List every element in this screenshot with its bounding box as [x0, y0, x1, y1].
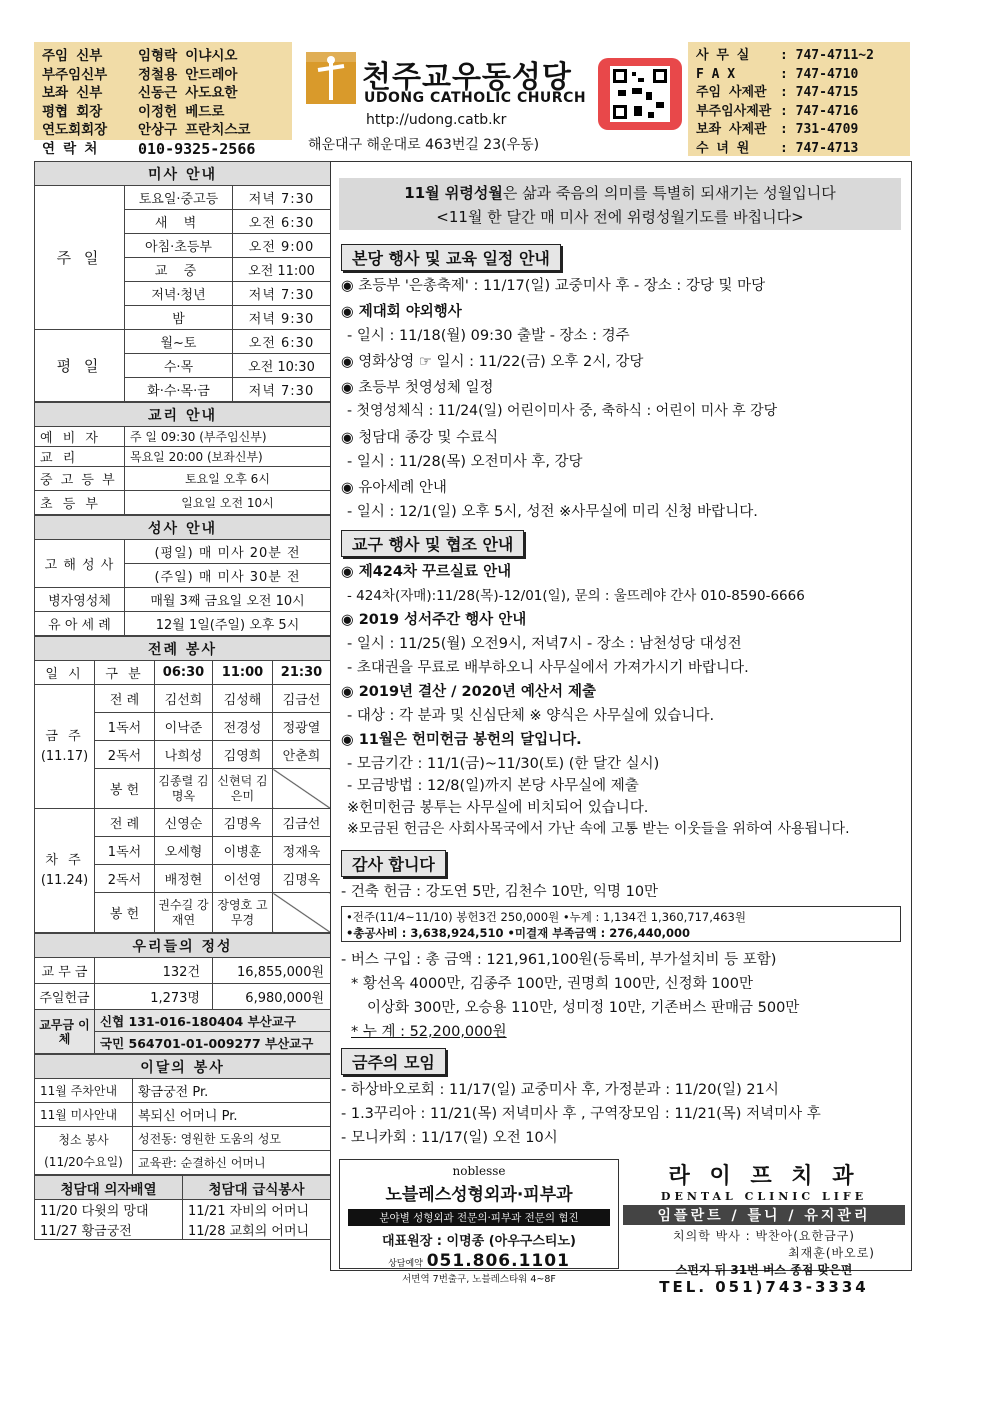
contact-row: 부주임사제관 : 747-4716 — [696, 103, 859, 119]
liturgy-person: 이병훈 — [213, 837, 273, 865]
doctrine-value: 토요일 오후 6시 — [125, 467, 331, 491]
cross-figure-icon — [306, 52, 356, 104]
doctrine-label: 초 등 부 — [35, 491, 125, 515]
liturgy-role: 2독서 — [95, 865, 155, 893]
doctrine-title: 교리 안내 — [35, 403, 331, 427]
liturgy-person: 배정현 — [155, 865, 213, 893]
service-value: 황금궁전 Pr. — [133, 1079, 331, 1103]
banner: 11월 위령성월은 삶과 죽음의 의미를 특별히 되새기는 성월입니다 <11월 한 달간 매 미사 전에 위령성월기도를 바칩니다> — [339, 178, 901, 230]
this-week-label: 금 주 (11.17) — [35, 685, 95, 809]
bank-account: 국민 564701-01-009277 부산교구 — [95, 1032, 331, 1054]
liturgy-person: 권수길 강재연 — [155, 893, 213, 933]
liturgy-person: 신현덕 김은미 — [213, 769, 273, 809]
youth-cell: 11/27 황금궁전 — [35, 1220, 183, 1240]
liturgy-person: 김명옥 — [273, 865, 331, 893]
youth-head: 청담대 의자배열 — [35, 1176, 183, 1200]
empty-cell — [273, 893, 331, 933]
thanks-title: 감사 합니다 — [341, 850, 446, 877]
event-line: ◉ 유아세례 안내 — [341, 480, 447, 496]
ad-noblesse[interactable] — [339, 1159, 619, 1285]
event-line: - 첫영성체식 : 11/24(일) 어린이미사 중, 축하식 : 어린이 미사 후 강당 — [347, 403, 778, 419]
offering-count: 132건 — [95, 958, 213, 984]
contact-row: 수 녀 원 : 747-4713 — [696, 140, 859, 156]
mass-slot: 밤 — [125, 306, 233, 330]
service-value: 복되신 어머니 Pr. — [133, 1103, 331, 1127]
event-line: - 일시 : 11/28(목) 오전미사 후, 강당 — [347, 454, 583, 470]
liturgy-person: 정재욱 — [273, 837, 331, 865]
ad-name-en: DENTAL CLINIC LIFE — [660, 1190, 868, 1203]
offering-table — [34, 933, 331, 1054]
mass-slot: 수·목 — [125, 354, 233, 378]
bus-line: * 황선옥 4000만, 김종주 100만, 권명희 100만, 신정화 100만 — [351, 976, 753, 992]
church-address: 해운대구 해운대로 463번길 23(우동) — [308, 137, 540, 153]
qr-code-icon[interactable] — [598, 58, 682, 130]
liturgy-person: 장영호 고무경 — [213, 893, 273, 933]
sacrament-label: 유 아 세 례 — [35, 612, 125, 636]
liturgy-person: 전경성 — [213, 713, 273, 741]
liturgy-person: 김선희 — [155, 685, 213, 713]
contact-row: 보좌 사제관 : 731-4709 — [696, 122, 859, 137]
event-line: - 모금방법 : 12/8(일)까지 본당 사무실에 제출 — [347, 778, 639, 794]
mass-slot: 화·수·목·금 — [125, 378, 233, 402]
event-line: - 424차(자매):11/28(목)-12/01(일), 문의 : 울뜨레야 간사 010-8590-6666 — [347, 588, 805, 604]
ad-doctor: 치의학 박사 : 박찬아(요한금구) — [673, 1229, 855, 1243]
event-line: ◉ 영화상영 ☞ 일시 : 11/22(금) 오후 2시, 강당 — [341, 354, 644, 370]
ad-name: 노블레스성형외과·피부과 — [385, 1185, 573, 1205]
sacrament-value: 매월 3째 금요일 오전 10시 — [125, 588, 331, 612]
contact-row: 사 무 실 : 747-4711~2 — [696, 48, 874, 63]
event-line: ◉ 제대회 야외행사 — [341, 304, 462, 320]
youth-cell: 11/21 자비의 어머니 — [183, 1200, 331, 1220]
event-line: - 모금기간 : 11/1(금)~11/30(토) (한 달간 실시) — [347, 756, 660, 772]
meeting-line: - 하상바오로회 : 11/17(일) 교중미사 후, 가정분과 : 11/20(일) 21시 — [341, 1082, 779, 1098]
liturgy-person: 김명옥 — [213, 809, 273, 837]
mass-slot: 교 중 — [125, 258, 233, 282]
meeting-line: - 1.3꾸리아 : 11/21(목) 저녁미사 후 , 구역장모임 : 11/21(목) 저녁미사 후 — [341, 1106, 821, 1122]
liturgy-person: 김종렬 김명옥 — [155, 769, 213, 809]
mass-time: 오전 9:00 — [233, 234, 331, 258]
church-url[interactable]: http://udong.catb.kr — [366, 112, 507, 128]
church-name: 천주교우동성당 — [362, 60, 572, 95]
ad-phone: TEL. 051)743-3334 — [659, 1278, 869, 1296]
service-title: 이달의 봉사 — [35, 1055, 331, 1079]
liturgy-person: 나희성 — [155, 741, 213, 769]
mass-slot: 새 벽 — [125, 210, 233, 234]
ad-tagline: 분야별 성형외과 전문의·피부과 전문의 협진 — [348, 1209, 610, 1226]
doctrine-value: 주 일 09:30 (부주임신부) — [125, 427, 331, 447]
sacrament-value: 12월 1일(주일) 오후 5시 — [125, 612, 331, 636]
liturgy-person: 이낙준 — [155, 713, 213, 741]
mass-time: 오전 6:30 — [233, 210, 331, 234]
liturgy-table — [34, 636, 331, 933]
event-line: - 초대권을 무료로 배부하오니 사무실에서 가져가시기 바랍니다. — [347, 660, 749, 676]
church-name-en: UDONG CATHOLIC CHURCH — [364, 90, 587, 106]
doctrine-value: 목요일 20:00 (보좌신부) — [125, 447, 331, 467]
mass-time: 오전 11:00 — [233, 258, 331, 282]
event-line: ※헌미헌금 봉투는 사무실에 비치되어 있습니다. — [347, 800, 649, 816]
sunday-label: 주 일 — [35, 186, 125, 330]
ad-address: 서면역 7번출구, 노블레스타워 4~8F — [402, 1274, 556, 1285]
event-line: ◉ 11월은 헌미헌금 봉헌의 달입니다. — [341, 732, 582, 748]
mass-time: 저녁 7:30 — [233, 378, 331, 402]
bus-line: 이상화 300만, 오승용 110만, 성미정 10만, 기존버스 판매금 500만 — [367, 1000, 800, 1016]
liturgy-role: 봉 헌 — [95, 893, 155, 933]
mass-slot: 저녁·청년 — [125, 282, 233, 306]
liturgy-head: 06:30 — [155, 661, 213, 685]
liturgy-person: 김성해 — [213, 685, 273, 713]
clergy-row: 연 락 처 010-9325-2566 — [34, 140, 292, 159]
liturgy-role: 1독서 — [95, 713, 155, 741]
clergy-box — [34, 42, 292, 156]
confession-time: (주일) 매 미사 30분 전 — [125, 564, 331, 588]
service-table — [34, 1054, 331, 1175]
event-line: - 일시 : 11/25(월) 오전9시, 저녁7시 - 장소 : 남천성당 대성전 — [347, 636, 742, 652]
clergy-row: 부주임신부 정철용 안드레아 — [42, 66, 238, 83]
event-line: ◉ 2019 성서주간 행사 안내 — [341, 612, 527, 628]
liturgy-head: 11:00 — [213, 661, 273, 685]
empty-cell — [273, 769, 331, 809]
offering-amount: 6,980,000원 — [213, 984, 331, 1010]
service-label: 11월 미사안내 — [35, 1103, 133, 1127]
parish-events-title: 본당 행사 및 교육 일정 안내 — [341, 244, 561, 271]
contact-row: F A X : 747-4710 — [696, 66, 859, 82]
diocese-events-title: 교구 행사 및 협조 안내 — [341, 530, 524, 557]
liturgy-person: 김금선 — [273, 809, 331, 837]
liturgy-head: 21:30 — [273, 661, 331, 685]
youth-cell: 11/20 다윗의 망대 — [35, 1200, 183, 1220]
confession-time: (평일) 매 미사 20분 전 — [125, 540, 331, 564]
mass-time: 오전 6:30 — [233, 330, 331, 354]
bank-account: 신협 131-016-180404 부산교구 — [95, 1010, 331, 1032]
cleaning-value: 교육관: 순결하신 어머니 — [133, 1151, 331, 1175]
liturgy-person: 정광열 — [273, 713, 331, 741]
event-line: ◉ 제424차 꾸르실료 안내 — [341, 564, 512, 580]
liturgy-person: 김금선 — [273, 685, 331, 713]
ad-name: 라 이 프 치 과 — [668, 1163, 860, 1189]
next-week-label: 차 주 (11.24) — [35, 809, 95, 933]
liturgy-role: 전 례 — [95, 685, 155, 713]
mass-table — [34, 161, 331, 402]
mass-time: 오전 10:30 — [233, 354, 331, 378]
banner-subline: <11월 한 달간 매 미사 전에 위령성월기도를 바칩니다> — [436, 208, 804, 226]
meetings-title: 금주의 모임 — [341, 1048, 446, 1075]
clergy-row: 연도회회장 안상구 프란치스코 — [42, 122, 251, 138]
contact-row: 주임 사제관 : 747-4715 — [696, 85, 859, 100]
ad-location: 스펀지 뒤 31번 버스 종점 맞은편 — [675, 1263, 853, 1277]
service-label: 11월 주차안내 — [35, 1079, 133, 1103]
event-line: - 일시 : 12/1(일) 오후 5시, 성전 ※사무실에 미리 신청 바랍니다. — [347, 504, 758, 520]
offering-amount: 16,855,000원 — [213, 958, 331, 984]
sacrament-table — [34, 515, 331, 636]
sacrament-title: 성사 안내 — [35, 516, 331, 540]
liturgy-person: 신영순 — [155, 809, 213, 837]
event-line: ◉ 초등부 첫영성체 일정 — [341, 380, 494, 396]
ad-life-dental[interactable] — [623, 1159, 905, 1296]
bus-total: * 누 계 : 52,200,000원 — [351, 1024, 507, 1040]
cleaning-value: 성전동: 영원한 도움의 성모 — [133, 1127, 331, 1151]
liturgy-role: 2독서 — [95, 741, 155, 769]
offering-label: 주일헌금 — [35, 984, 95, 1010]
sacrament-label: 병자영성체 — [35, 588, 125, 612]
doctrine-label: 교 리 — [35, 447, 125, 467]
ad-director: 대표원장 : 이명종 (아우구스티노) — [382, 1234, 576, 1249]
offering-count: 1,273명 — [95, 984, 213, 1010]
event-line: ◉ 청담대 종강 및 수료식 — [341, 430, 499, 446]
doctrine-label: 예 비 자 — [35, 427, 125, 447]
clergy-row: 평협 회장 이정헌 베드로 — [42, 103, 225, 120]
event-line: - 대상 : 각 분과 및 신심단체 ※ 양식은 사무실에 있습니다. — [347, 708, 715, 724]
liturgy-head: 구 분 — [95, 661, 155, 685]
mass-slot: 토요일·중고등 — [125, 186, 233, 210]
ad-services: 임플란트 / 틀니 / 유지관리 — [623, 1205, 905, 1225]
mass-slot: 월~토 — [125, 330, 233, 354]
clergy-row: 보좌 신부 신동근 사도요한 — [42, 85, 238, 101]
building-donation: - 건축 헌금 : 강도연 5만, 김천수 10만, 익명 10만 — [341, 884, 659, 900]
youth-cell: 11/28 교회의 어머니 — [183, 1220, 331, 1240]
bus-line: - 버스 구입 : 총 금액 : 121,961,100원(등록비, 부가설치비 등 포함) — [341, 952, 777, 968]
liturgy-head: 일 시 — [35, 661, 95, 685]
liturgy-role: 봉 헌 — [95, 769, 155, 809]
building-fund-box — [341, 906, 901, 942]
ad-phone-row: 상담예약 051.806.1101 — [388, 1251, 570, 1271]
doctrine-label: 중 고 등 부 — [35, 467, 125, 491]
weekday-label: 평 일 — [35, 330, 125, 402]
cleaning-label: 청소 봉사 (11/20수요일) — [35, 1127, 133, 1175]
confession-label: 고 해 성 사 — [35, 540, 125, 588]
offering-title: 우리들의 정성 — [35, 934, 331, 958]
ad-doctor: 최재훈(바오로) — [788, 1246, 875, 1260]
ad-brand: noblesse — [452, 1164, 506, 1178]
youth-head: 청담대 급식봉사 — [183, 1176, 331, 1200]
fund-line: •총공사비 : 3,638,924,510 •미결재 부족금액 : 276,440,000 — [346, 926, 690, 940]
doctrine-table — [34, 402, 331, 515]
mass-time: 저녁 9:30 — [233, 306, 331, 330]
clergy-row: 주임 신부 임형락 이냐시오 — [42, 48, 238, 64]
liturgy-person: 안춘희 — [273, 741, 331, 769]
mass-title: 미사 안내 — [35, 162, 331, 186]
liturgy-role: 1독서 — [95, 837, 155, 865]
event-line: ※모금된 헌금은 사회사목국에서 가난 속에 고통 받는 이웃들을 위하여 사용됩니다. — [347, 821, 850, 837]
meeting-line: - 모니카회 : 11/17(일) 오전 10시 — [341, 1130, 558, 1146]
liturgy-title: 전례 봉사 — [35, 637, 331, 661]
mass-time: 저녁 7:30 — [233, 186, 331, 210]
event-line: - 일시 : 11/18(월) 09:30 출발 - 장소 : 경주 — [347, 328, 630, 344]
youth-table — [34, 1175, 331, 1240]
mass-time: 저녁 7:30 — [233, 282, 331, 306]
church-logo — [306, 52, 356, 104]
liturgy-person: 이선영 — [213, 865, 273, 893]
transfer-label: 교무금 이 체 — [35, 1010, 95, 1054]
event-line: ◉ 초등부 '은총축제' : 11/17(일) 교중미사 후 - 장소 : 강당 및 마당 — [341, 278, 766, 294]
contacts-box — [688, 42, 910, 156]
right-panel — [330, 161, 912, 1296]
offering-label: 교 무 금 — [35, 958, 95, 984]
left-column — [34, 161, 330, 1240]
doctrine-value: 일요일 오전 10시 — [125, 491, 331, 515]
liturgy-person: 김영희 — [213, 741, 273, 769]
mass-slot: 아침·초등부 — [125, 234, 233, 258]
liturgy-person: 오세형 — [155, 837, 213, 865]
event-line: ◉ 2019년 결산 / 2020년 예산서 제출 — [341, 684, 597, 700]
liturgy-role: 전 례 — [95, 809, 155, 837]
fund-line: •전주(11/4~11/10) 봉헌3건 250,000원 •누계 : 1,134건 1,360,717,463원 — [346, 910, 746, 924]
